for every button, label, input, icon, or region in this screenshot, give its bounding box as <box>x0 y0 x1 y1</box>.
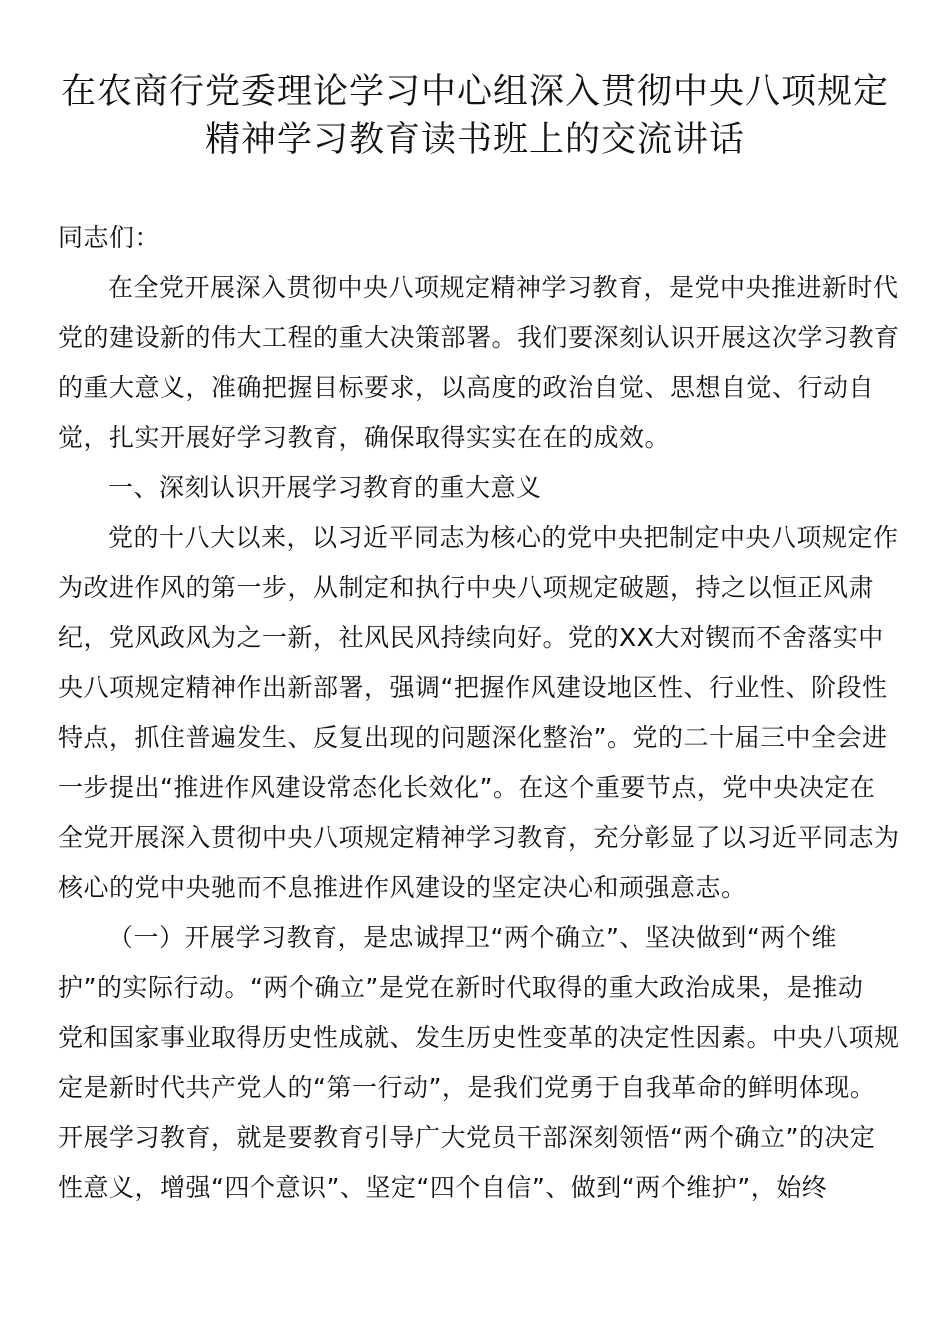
section-heading: 一、深刻认识开展学习教育的重大意义 <box>108 473 542 502</box>
document-title-line-1: 在农商行党委理论学习中心组深入贯彻中央八项规定 <box>60 72 889 112</box>
paragraph-line: 开展学习教育，就是要教育引导广大党员干部深刻领悟“两个确立”的决定 <box>58 1123 876 1152</box>
paragraph-line: 纪，党风政风为之一新，社风民风持续向好。党的XX大对锲而不舍落实中 <box>58 623 884 652</box>
paragraph-line: 央八项规定精神作出新部署，强调“把握作风建设地区性、行业性、阶段性 <box>58 673 888 702</box>
paragraph-line: 核心的党中央驰而不息推进作风建设的坚定决心和顽强意志。 <box>58 873 747 902</box>
paragraph-line: 全党开展深入贯彻中央八项规定精神学习教育，充分彰显了以习近平同志为 <box>58 823 900 852</box>
paragraph-line: 为改进作风的第一步，从制定和执行中央八项规定破题，持之以恒正风肃 <box>58 573 875 602</box>
paragraph-line: 特点，抓住普遍发生、反复出现的问题深化整治”。党的二十届三中全会进 <box>58 723 888 752</box>
paragraph-line: 党的建设新的伟大工程的重大决策部署。我们要深刻认识开展这次学习教育 <box>58 323 900 352</box>
document-body <box>58 218 900 1218</box>
paragraph-line: 党的十八大以来，以习近平同志为核心的党中央把制定中央八项规定作 <box>108 523 899 552</box>
paragraph-line: 一步提出“推进作风建设常态化长效化”。在这个重要节点，党中央决定在 <box>58 773 876 802</box>
paragraph-line: 定是新时代共产党人的“第一行动”，是我们党勇于自我革命的鲜明体现。 <box>58 1073 876 1102</box>
paragraph-line: 性意义，增强“四个意识”、坚定“四个自信”、做到“两个维护”，始终 <box>58 1173 828 1202</box>
paragraph-line: 在全党开展深入贯彻中央八项规定精神学习教育，是党中央推进新时代 <box>108 273 899 302</box>
salutation: 同志们： <box>58 223 161 252</box>
document-title-line-2: 精神学习教育读书班上的交流讲话 <box>204 120 745 160</box>
paragraph-line: 觉，扎实开展好学习教育，确保取得实实在在的成效。 <box>58 423 671 452</box>
paragraph-line: 的重大意义，准确把握目标要求，以高度的政治自觉、思想自觉、行动自 <box>58 373 875 402</box>
paragraph-line: 护”的实际行动。“两个确立”是党在新时代取得的重大政治成果，是推动 <box>58 973 864 1002</box>
subsection-paragraph-line: （一）开展学习教育，是忠诚捍卫“两个确立”、坚决做到“两个维 <box>108 923 837 952</box>
paragraph-line: 党和国家事业取得历史性成就、发生历史性变革的决定性因素。中央八项规 <box>58 1023 900 1052</box>
